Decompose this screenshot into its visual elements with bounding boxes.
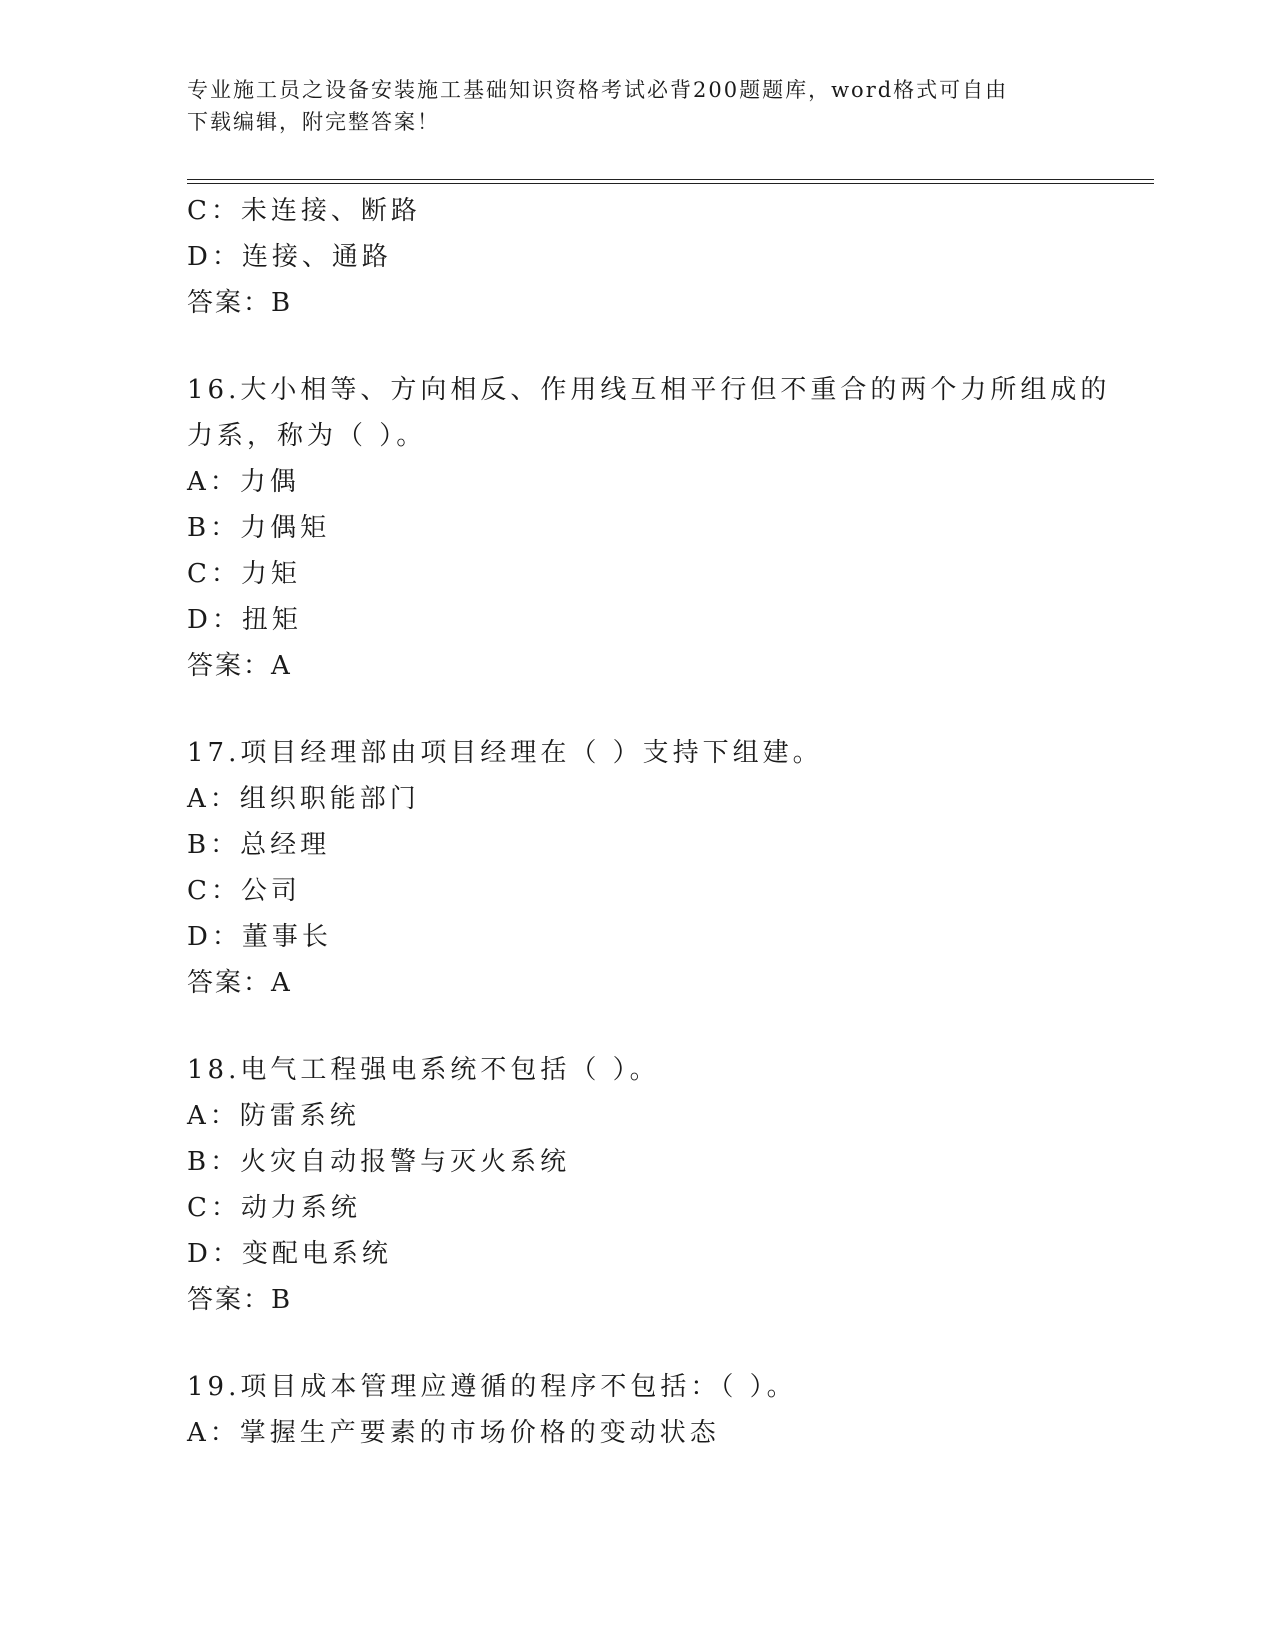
carryover-block <box>187 188 1147 326</box>
option-a: A：组织职能部门 <box>187 784 420 814</box>
answer: 答案：A <box>187 968 292 998</box>
question-19 <box>187 1364 1147 1456</box>
option-c: C：力矩 <box>187 559 301 589</box>
question-stem: 18.电气工程强电系统不包括（ ）。 <box>187 1055 660 1085</box>
option-c: C：动力系统 <box>187 1193 361 1223</box>
option-d: D：董事长 <box>187 922 332 952</box>
document-header <box>187 74 1087 138</box>
header-line-1: 专业施工员之设备安装施工基础知识资格考试必背200题题库，word格式可自由 <box>187 78 1009 102</box>
question-stem: 力系，称为（ ）。 <box>187 421 427 451</box>
option-a: A：力偶 <box>187 467 300 497</box>
header-divider-top <box>187 179 1154 180</box>
document-body <box>187 188 1147 1456</box>
question-16 <box>187 367 1147 689</box>
option-a: A：掌握生产要素的市场价格的变动状态 <box>187 1418 720 1448</box>
answer: 答案：B <box>187 288 293 318</box>
header-divider-bottom <box>187 183 1154 184</box>
option-d: D：变配电系统 <box>187 1239 392 1269</box>
option-b: B：力偶矩 <box>187 513 331 543</box>
question-stem: 17.项目经理部由项目经理在（ ）支持下组建。 <box>187 738 823 768</box>
option-c: C：公司 <box>187 876 301 906</box>
question-18 <box>187 1047 1147 1323</box>
option-b: B：火灾自动报警与灭火系统 <box>187 1147 571 1177</box>
option-b: B：总经理 <box>187 830 331 860</box>
answer: 答案：B <box>187 1285 293 1315</box>
answer: 答案：A <box>187 651 292 681</box>
question-stem: 16.大小相等、方向相反、作用线互相平行但不重合的两个力所组成的 <box>187 375 1111 405</box>
option-c: C：未连接、断路 <box>187 196 421 226</box>
question-17 <box>187 730 1147 1006</box>
option-a: A：防雷系统 <box>187 1101 360 1131</box>
header-line-2: 下载编辑，附完整答案！ <box>187 110 440 134</box>
question-stem: 19.项目成本管理应遵循的程序不包括：（ ）。 <box>187 1372 797 1402</box>
option-d: D：扭矩 <box>187 605 302 635</box>
option-d: D：连接、通路 <box>187 242 392 272</box>
